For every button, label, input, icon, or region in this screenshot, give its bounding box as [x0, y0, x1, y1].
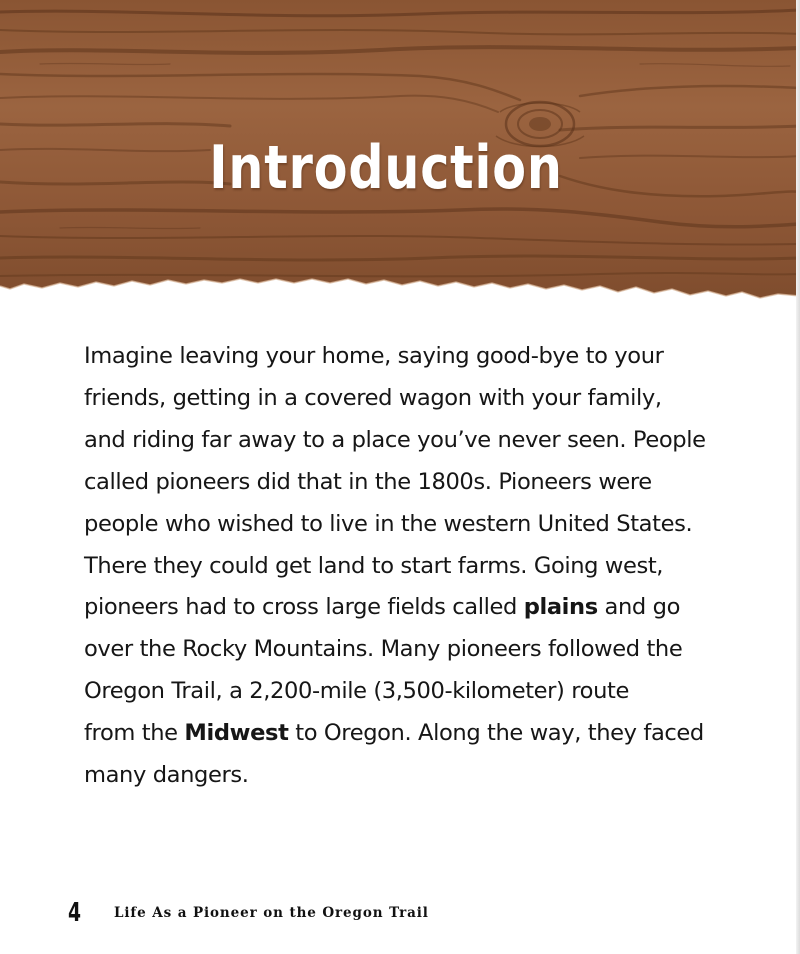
body-text-run: to Oregon. Along the way, they faced [288, 720, 704, 747]
body-line [84, 546, 744, 588]
body-line [84, 713, 744, 755]
body-text-run: from the [84, 720, 185, 747]
body-text-run: pioneers had to cross large fields called [84, 594, 524, 621]
body-paragraph [84, 336, 744, 797]
body-text-run: people who wished to live in the western United States. [84, 510, 693, 537]
glossary-term-midwest: Midwest [184, 720, 289, 747]
body-line [84, 671, 744, 713]
body-line [84, 378, 744, 420]
body-text-run: and riding far away to a place you’ve never seen. People [84, 426, 706, 453]
body-text-run: Oregon Trail, a 2,200-mile (3,500-kilometer) route [84, 678, 629, 705]
body-line [84, 462, 744, 504]
page-footer [68, 896, 429, 930]
body-line [84, 420, 744, 462]
body-text-run: and go [597, 594, 681, 621]
body-line [84, 629, 744, 671]
body-text-run: Imagine leaving your home, saying good-bye to your [84, 343, 664, 369]
body-text-run: over the Rocky Mountains. Many pioneers followed the [84, 636, 683, 663]
running-book-title: Life As a Pioneer on the Oregon Trail [114, 905, 429, 921]
page-number: 4 [68, 898, 82, 928]
body-line [84, 336, 744, 378]
body-text-run: called pioneers did that in the 1800s. Pioneers were [84, 468, 652, 495]
page-edge-shadow [796, 0, 800, 954]
body-line [84, 755, 744, 797]
body-line [84, 587, 744, 629]
body-text-run: There they could get land to start farms. Going west, [84, 552, 664, 579]
glossary-term-plains: plains [523, 594, 598, 621]
chapter-title: Introduction [209, 133, 563, 203]
body-text-run: friends, getting in a covered wagon with your family, [84, 384, 662, 411]
body-line [84, 504, 744, 546]
body-text-run: many dangers. [84, 762, 249, 789]
